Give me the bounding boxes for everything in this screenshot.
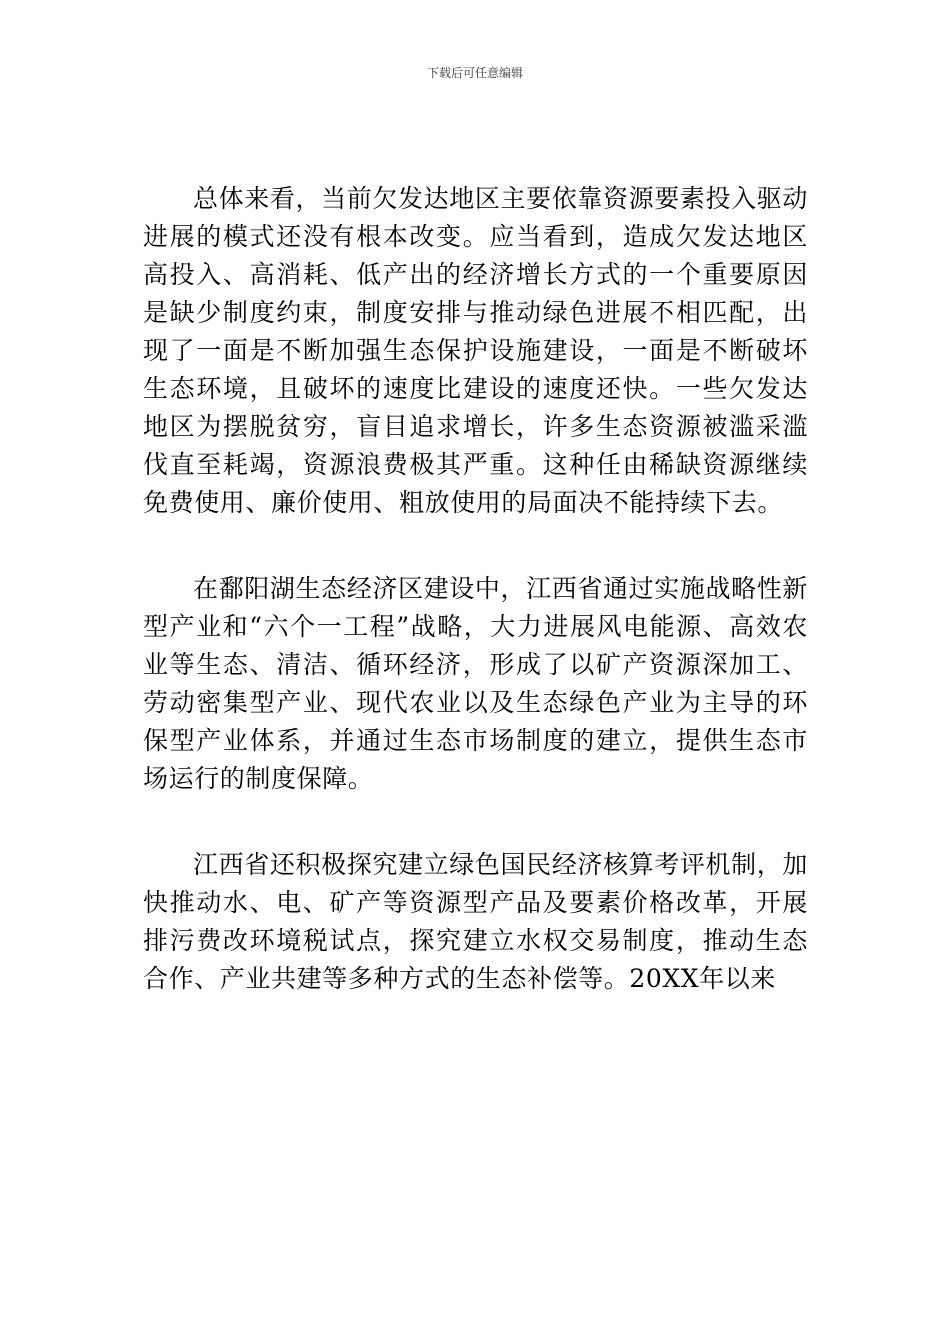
paragraph-1: 总体来看，当前欠发达地区主要依靠资源要素投入驱动进展的模式还没有根本改变。应当看到，造成欠发达地区高投入、高消耗、低产出的经济增长方式的一个重要原因是缺少制度约束，制度安排与推动绿色进展不相匹配，出现了一面是不断加强生态保护设施建设，一面是不断破坏生态环境，且破坏的速度比建设的速度还快。一些欠发达地区为摆脱贫穷，盲目追求增长，许多生态资源被滥采滥伐直至耗竭，资源浪费极其严重。这种任由稀缺资源继续免费使用、廉价使用、粗放使用的局面决不能持续下去。 — [143, 184, 808, 517]
paragraph-2: 在鄱阳湖生态经济区建设中，江西省通过实施战略性新型产业和“六个一工程”战略，大力进展风电能源、高效农业等生态、清洁、循环经济，形成了以矿产资源深加工、劳动密集型产业、现代农业以及生态绿色产业为主导的环保型产业体系，并通过生态市场制度的建立，提供生态市场运行的制度保障。 — [143, 574, 808, 793]
document-body — [143, 180, 808, 998]
page-header-note: 下载后可任意编辑 — [426, 66, 523, 80]
paragraph-3: 江西省还积极探究建立绿色国民经济核算考评机制，加快推动水、电、矿产等资源型产品及要素价格改革，开展排污费改环境税试点，探究建立水权交易制度，推动生态合作、产业共建等多种方式的生态补偿等。20XX年以来 — [143, 850, 808, 993]
